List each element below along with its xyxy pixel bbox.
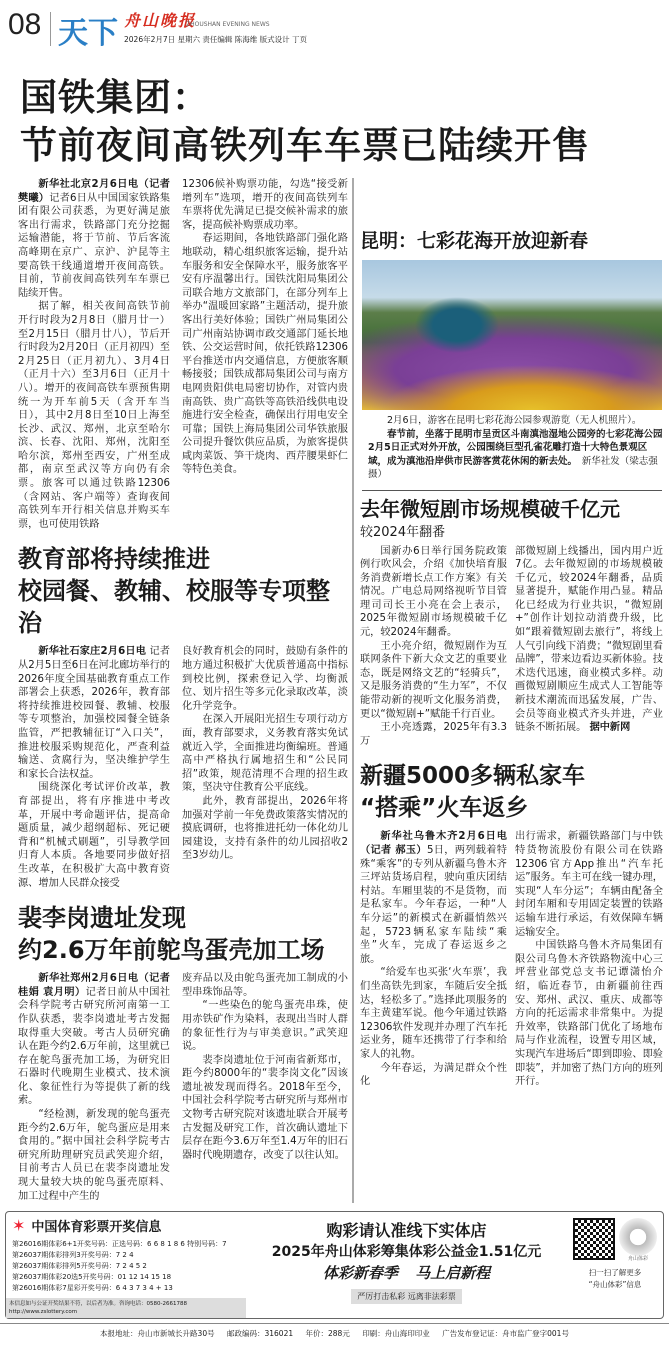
paragraph: 记者从2月5日至6日在河北廊坊举行的2026年度全国基础教育重点工作部署会上获悉，2026年，教育部将持续推进校园餐、教辅、校服等专项整治，加强校园餐全链条监管，严把教辅征订“入口关”，推进校服采购规范化，严查利益输送、贪腐行为，坚决维护学生和家长合法权益。	[18, 646, 170, 780]
archaeology-article	[18, 972, 348, 1203]
lead-article	[18, 178, 348, 531]
education-headline	[18, 543, 348, 639]
photo-caption	[368, 414, 664, 482]
paragraph: 记者日前从中国社会科学院考古研究所河南第一工作队获悉，裴李岗遗址考古发掘取得重大突破。考古人员研究确认在距今约2.6万年前，这里就已存在鸵鸟蛋壳加工场，为研究旧石器时代晚期生业模式、技术演化、象征性行为等提供了新的线索。	[18, 986, 171, 1107]
paragraph: 5日，两列载着特殊“乘客”的专列从新疆乌鲁木齐三坪站货场启程，驶向重庆团结村站。车厢里装的不是货物，而是私家车。今年春运，一种“人车分运”的新模式在新疆悄然兴起，5723辆私家车陆续“乘坐”火车，完成了春运返乡之旅。	[360, 845, 507, 965]
paragraph: 围绕深化考试评价改革，教育部提出，将有序推进中考改革，开展中考命题评估，提高命题质量，减少超纲超标、死记硬背和“机械式刷题”，引导教学回归育人本质。各地要同步做好招生改革，在积极扩大高中教育资源、增加人民群众接受	[18, 782, 170, 889]
page-number: 08	[8, 8, 42, 41]
photo-credit: 新华社发（梁志强 摄）	[368, 455, 658, 480]
paragraph: 废弃品以及由鸵鸟蛋壳加工制成的小型串珠饰品等。	[182, 973, 348, 998]
lottery-results-block	[6, 1212, 246, 1318]
byline: 新华社郑州2月6日电（记者桂娟 袁月明）	[18, 973, 170, 998]
archaeology-col2	[182, 972, 348, 1162]
lottery-ad-copy	[246, 1212, 567, 1318]
education-article	[18, 645, 348, 890]
paragraph: 记者6日从中国国家铁路集团有限公司获悉，为更好满足旅客出行需求，铁路部门充分挖掘运输潜能，将于节前、节后客流高峰期在京广、京沪、沪昆等主要高铁干线通道增开夜间高铁。目前，节前夜间高铁列车车票已陆续开售。	[18, 192, 171, 299]
badge-icon	[619, 1218, 657, 1256]
paragraph: 此外，教育部提出，2026年将加强对学前一年免费政策落实情况的摸底调研，也将推进托幼一体化幼儿园建设，支持有条件的幼儿园招收2至3岁幼儿。	[182, 795, 348, 862]
microdrama-col2	[515, 545, 663, 735]
flower-park-photo	[362, 260, 662, 410]
footer-item: 年价：288元	[305, 1329, 350, 1339]
qr-row	[573, 1218, 657, 1263]
lead-headline	[0, 60, 669, 178]
headline-line: 裴李岗遗址发现	[18, 904, 186, 933]
right-column	[354, 178, 669, 1089]
lottery-qr-block	[567, 1212, 663, 1318]
lead-col2	[182, 178, 348, 477]
lead-headline-line2: 节前夜间高铁列车车票已陆续开售	[20, 124, 590, 167]
headline-line: “搭乘”火车返乡	[360, 795, 529, 822]
footer-item: 邮政编码：316021	[226, 1329, 294, 1339]
archaeology-headline	[18, 902, 348, 966]
education-col1	[18, 645, 170, 890]
footer	[0, 1323, 669, 1345]
headline-line: 约2.6万年前鸵鸟蛋壳加工场	[18, 936, 325, 965]
lead-headline-line1: 国铁集团：	[20, 76, 210, 119]
headline-line: 校园餐、教辅、校服等专项整治	[18, 577, 330, 638]
source: 据中新网	[589, 722, 631, 734]
lottery-note: 本信息如与公证开奖结果不符，以后者为准。咨询电话：0580-2661788 http://www.zslottery.com	[6, 1298, 246, 1318]
ad-slogan: 体彩新春季 马上启新程	[322, 1264, 491, 1283]
byline: 新华社石家庄2月6日电	[38, 646, 147, 658]
qr-code[interactable]	[573, 1218, 615, 1260]
paragraph: 12306候补购票功能，勾选“接受新增列车”选项，增开的夜间高铁列车车票将优先满足已提交候补需求的旅客，提高候补购票成功率。	[182, 179, 348, 231]
ad-line1: 购彩请认准线下实体店	[326, 1221, 487, 1241]
xinjiang-headline	[360, 760, 663, 824]
lottery-result: 第26016期体彩7星彩开奖号码：6 4 3 7 3 4 + 13	[12, 1284, 173, 1293]
paragraph: “给爱车也买张‘火车票’，我们坐高铁先到家，车随后安全抵达，轻松多了。”选择此项服务的车主黄建军说。他今年通过铁路12306软件发现并办理了汽车托运业务，随车还携带了行李和给家人的礼物。	[360, 967, 507, 1060]
caption-line: 2月6日，游客在昆明七彩花海公园参观游览（无人机照片）。	[387, 415, 642, 426]
paragraph: 在深入开展阳光招生专项行动方面，教育部要求，义务教育落实免试就近入学，全面推进均衡编班。普通高中严格执行属地招生和“公民同招”政策，规范清理不合理的招生政策，坚决守住教育公平底线。	[182, 714, 348, 794]
paragraph: 春运期间，各地铁路部门强化路地联动，精心组织旅客运输，提升站车服务和安全保障水平，服务旅客平安有序温馨出行。国铁沈阳局集团公司联合地方文旅部门，在部分列车上举办“温暖回家路”主题活动，提升旅客出行美好体验；国铁广州局集团公司广州南站协调市政交通部门延长地铁、公交运营时间，依托铁路12306平台推送市内交通信息，方便旅客顺畅接驳；国铁成都局集团公司与南方电网贵阳供电局密切协作，对管内贵南高铁、贵广高铁等高铁沿线供电设施进行安全检查，确保出行用电安全可靠；国铁上海局集团公司华铁旅服公司提升餐饮供应品质，为旅客提供咸肉菜饭、笋干烧肉、西芹腰果虾仁等特色美食。	[182, 233, 348, 476]
paragraph: 王小亮透露，2025年有3.3万	[360, 722, 507, 747]
microdrama-headline: 去年微短剧市场规模破千亿元	[360, 496, 620, 521]
paragraph: 据了解，相关夜间高铁节前开行时段为2月8日（腊月廿一）至2月15日（腊月廿八），节后开行时段为2月20日（正月初四）至2月25日（正月初九）、3月4日（正月十六）至3月6日（正月十八）。增开的夜间高铁车票预售期统一为开车前5天（含开车当日），其中2月8日至10日上海至长沙、武汉、郑州，北京至哈尔滨、长春、沈阳、郑州，沈阳至哈尔滨，郑州至西安，广州至成都，南京至武汉等方向仍有余票。旅客可以通过铁路12306（含网站、客户端等）查询夜间高铁列车开行相关信息并购买车票，也可使用铁路	[18, 301, 170, 530]
lead-col1	[18, 178, 170, 531]
paragraph: “经检测，新发现的鸵鸟蛋壳距今约2.6万年，鸵鸟蛋应是用来食用的。”据中国社会科学院考古研究所助理研究员武笑迎介绍，目前考古人员已在裴李岗遗址发现大量较大块的鸵鸟蛋壳原料、加工过程中产生的	[18, 1109, 170, 1202]
paragraph: “一些染色的鸵鸟蛋壳串珠，使用赤铁矿作为染料，表现出当时人群的象征性行为与审美意识。”武笑迎说。	[182, 1000, 348, 1053]
paragraph: 今年春运，为满足群众个性化	[360, 1062, 507, 1088]
headline-line: 新疆5000多辆私家车	[360, 763, 586, 790]
footer-item: 印刷：舟山海印印业	[362, 1329, 430, 1339]
lottery-result: 第26037期体彩排列5开奖号码：7 2 4 5 2	[12, 1262, 147, 1271]
lottery-result: 第26037期体彩20选5开奖号码：01 12 14 15 18	[12, 1273, 172, 1282]
ad-line2: 2025年舟山体彩筹集体彩公益金1.51亿元	[271, 1244, 542, 1261]
ad-warning: 严厉打击私彩 远离非法彩票	[351, 1289, 462, 1304]
footer-item: 广告发布登记证：舟市监广登字001号	[442, 1329, 569, 1339]
qr-caption	[589, 1267, 642, 1291]
paragraph: 出行需求，新疆铁路部门与中铁特货物流股份有限公司在铁路12306官方App推出“汽车托运”服务。车主可在线一键办理，实现“人车分运”；车辆由配备全封闭车厢和专用固定装置的铁路运输车进行承运，有效保障车辆运输安全。	[515, 831, 663, 938]
headline-line: 教育部将持续推进	[18, 545, 210, 574]
header-divider	[50, 12, 51, 46]
lottery-title-row	[12, 1216, 246, 1235]
lottery-star-icon: ✶	[12, 1216, 26, 1236]
photo-story-headline: 昆明：七彩花海开放迎新春	[360, 230, 589, 252]
badge-label: 舟山体彩	[627, 1256, 648, 1263]
left-column	[0, 178, 352, 1203]
xinjiang-article	[360, 830, 663, 1088]
paragraph: 部微短剧上线播出，国内用户近7亿。去年微短剧的市场规模破千亿元，较2024年翻番，品质显著提升，赋能作用凸显。精品化已经成为行业共识，“微短剧+”创作计划拉动消费升级，比如“跟着微短剧去旅行”，将线上人气引向线下消费；“微短剧里看品牌”，带来边看边买新体验。技术迭代迅速，商业模式多样。动画微短剧顺应生成式人工智能等新技术潮流而迅猛发展，广告、会员等商业模式齐头并进，产业链条不断拓展。	[515, 545, 663, 734]
newspaper-logo-en: ZHOUSHAN EVENING NEWS	[186, 21, 270, 28]
paragraph: 中国铁路乌鲁木齐局集团有限公司乌鲁木齐铁路物流中心三坪营业部党总支书记谭潇怡介绍，临近春节，由新疆前往西安、郑州、武汉、重庆、成都等方向的托运需求非常集中。为提升效率，铁路部门优化了场地布局与作业流程，设置专用区域，实现汽车进场后“即到即验、即验即装”，并加密了热门方向的班列开行。	[515, 940, 663, 1088]
badge	[619, 1218, 657, 1263]
byline: 新华社北京2月6日电（记者樊曦）	[18, 179, 170, 204]
xinjiang-col2	[515, 830, 663, 1088]
paragraph: 良好教育机会的同时，鼓励有条件的地方通过积极扩大优质普通高中指标到校比例，探索登记入学、均衡派位、划片招生等多元化录取改革，淡化升学竞争。	[182, 646, 348, 712]
microdrama-col1	[360, 545, 507, 749]
education-col2	[182, 645, 348, 863]
lottery-ad	[5, 1211, 664, 1319]
lottery-result: 第26016期体彩6+1开奖号码：正选号码：6 6 8 1 8 6 特别号码：7	[12, 1240, 227, 1249]
qr-caption-line: 扫一扫了解更多	[588, 1268, 642, 1278]
archaeology-col1	[18, 972, 170, 1203]
xinjiang-col1	[360, 830, 507, 1088]
qr-caption-line: “舟山体彩”信息	[588, 1280, 642, 1290]
newspaper-logo: 舟山晚报	[124, 11, 197, 30]
lottery-title: 中国体育彩票开奖信息	[31, 1220, 162, 1236]
date-line: 2026年2月7日 星期六 责任编辑 陈海维 版式设计 丁页	[124, 35, 308, 44]
divider	[362, 490, 662, 491]
main-content	[0, 178, 669, 1203]
lottery-results	[12, 1239, 246, 1294]
section-title: 天下	[58, 16, 118, 51]
paragraph: 王小亮介绍，微短剧作为互联网条件下新大众文艺的重要业态，既是网络文艺的“轻骑兵”，又是服务消费的“生力军”，不仅能带动新的视听文化服务消费，更以“微短剧+”赋能千行百业。	[360, 640, 507, 720]
page-header	[0, 0, 669, 60]
caption-text: 春节前，坐落于昆明市呈贡区斗南滇池湿地公园旁的七彩花海公园2月5日正式对外开放，公园围绕巨型孔雀花雕打造十大特色景观区域，成为滇池沿岸供市民游客赏花休闲的新去处。	[368, 428, 663, 467]
microdrama-article	[360, 545, 663, 749]
paragraph: 裴李岗遗址位于河南省新郑市，距今约8000年的“裴李岗文化”因该遗址被发现而得名。2018年至今，中国社会科学院考古研究所与郑州市文物考古研究院对该遗址联合开展考古发掘及研究工作，首次确认遗址下层存在距今3.6万年至1.4万年的旧石器时代晚期遗存，改变了以往认知。	[182, 1054, 348, 1161]
paragraph: 国新办6日举行国务院政策例行吹风会，介绍《加快培育服务消费新增长点工作方案》有关情况。广电总局网络视听节目管理司司长王小亮在会上表示，2025年微短剧市场规模破千亿元，较2024年翻番。	[360, 545, 507, 639]
footer-item: 本报地址：舟山市新城长升路30号	[100, 1329, 215, 1339]
lottery-result: 第26037期体彩排列3开奖号码：7 2 4	[12, 1251, 134, 1260]
byline: 新华社乌鲁木齐2月6日电（记者 郝玉）	[360, 831, 507, 856]
microdrama-subtitle: 较2024年翻番	[360, 524, 446, 540]
